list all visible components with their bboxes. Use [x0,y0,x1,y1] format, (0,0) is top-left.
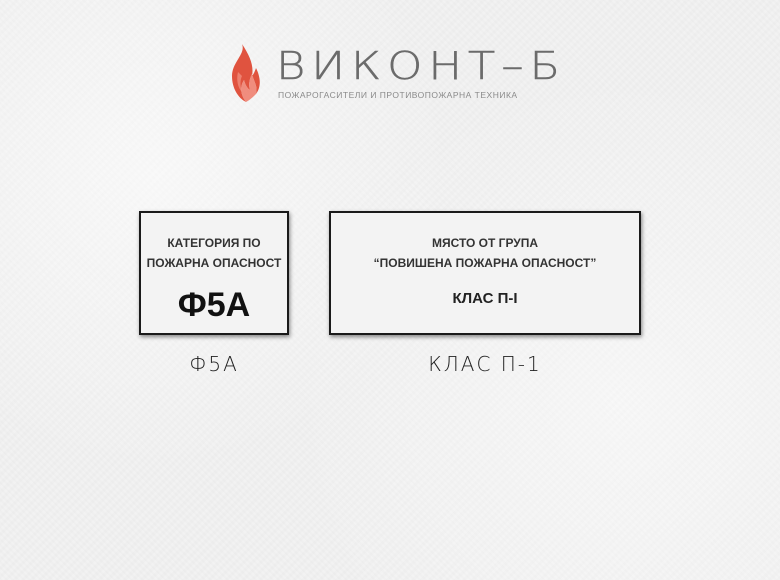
sign-value: Ф5А [177,286,251,324]
brand-logo [228,40,567,106]
brand-wordmark: ВИКОНТ–Б [276,44,567,88]
brand-tagline: ПОЖАРОГАСИТЕЛИ И ПРОТИВОПОЖАРНА ТЕХНИКА [278,90,518,100]
fire-hazard-place-sign [329,211,641,335]
sign-caption: Ф5А [189,352,239,376]
sign-value: КЛАС П-I [452,290,518,307]
sign-heading-line-2: ПОЖАРНА ОПАСНОСТ [146,256,282,270]
sign-caption: КЛАС П-1 [428,352,542,376]
sign-heading [331,233,639,273]
sign-heading-line-1: МЯСТО ОТ ГРУПА [431,236,539,250]
sign-heading [141,233,287,273]
sign-heading-line-2: “ПОВИШЕНА ПОЖАРНА ОПАСНОСТ” [373,256,597,270]
sign-heading-line-1: КАТЕГОРИЯ ПО [167,236,261,250]
fire-category-sign [139,211,289,335]
flame-icon [228,42,260,104]
